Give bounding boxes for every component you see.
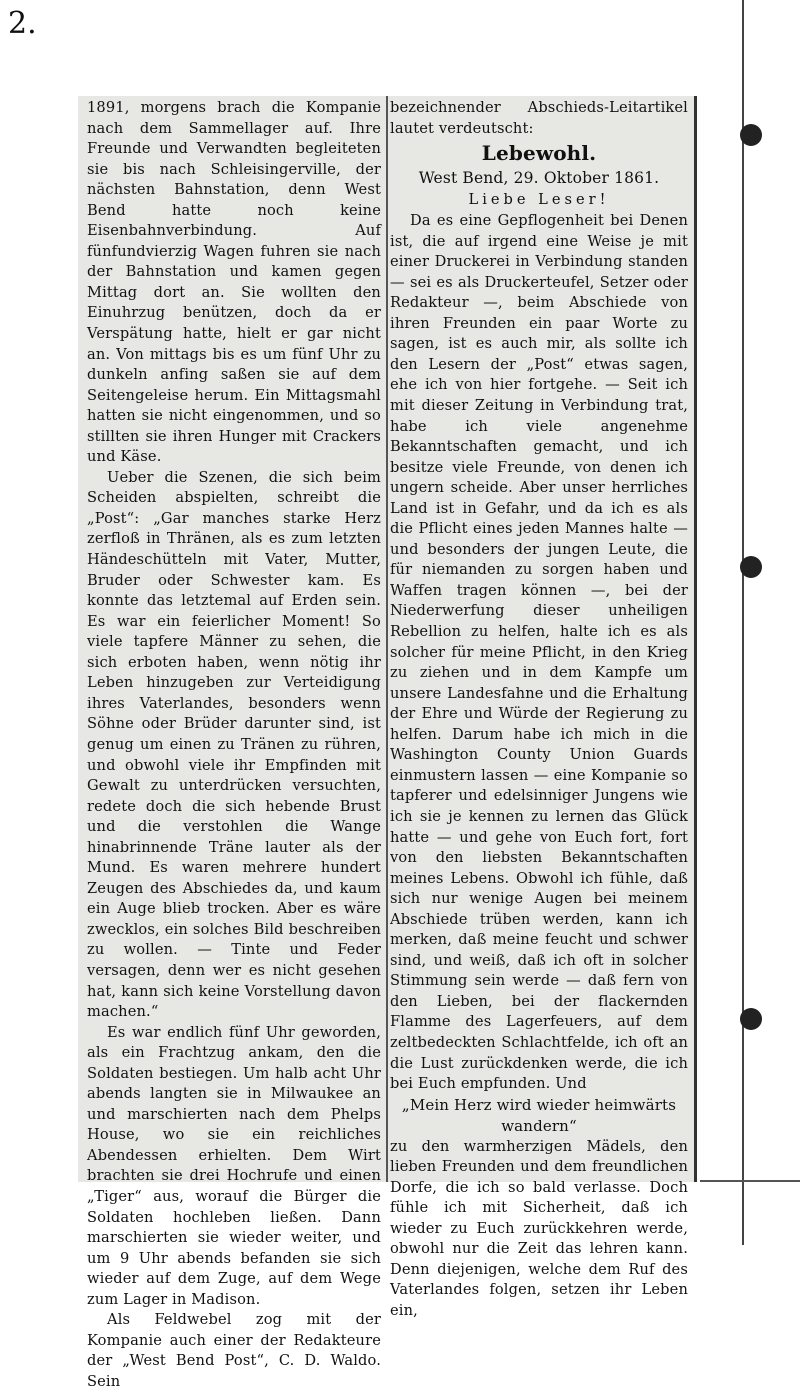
binder-hole-icon xyxy=(740,124,762,146)
left-column xyxy=(87,98,381,1392)
editorial-salutation: Liebe Leser! xyxy=(468,191,610,209)
editorial-dateline: West Bend, 29. Oktober 1861. xyxy=(418,169,660,188)
newspaper-clipping xyxy=(78,96,697,1390)
binder-hole-icon xyxy=(740,1008,762,1030)
paragraph-1: 1891, morgens brach die Kompanie nach dem Sammellager auf. Ihre Freunde und Verwandten begleiteten sie bis nach Schleisingerville, der nächsten Bahnstation, denn West Bend hatte noch keine Eisenbahnverbindung. Auf fünfundvierzig Wagen fuhren sie nach der Bahnstation und kamen gegen Mittag dort an. Sie wollten den Einuhrzug benützen, doch da er Verspätung hatte, hielt er gar nicht an. Von mittags bis es um fünf Uhr zu dunkeln anfing saßen sie auf dem Seitengeleise herum. Ein Mittagsmahl hatten sie nicht eingenommen, und so stillten sie ihren Hunger mit Crackers und Käse. xyxy=(87,99,381,466)
page-edge-rule xyxy=(742,0,744,1245)
page-corner-rule xyxy=(700,1180,800,1182)
paragraph-3: Es war endlich fünf Uhr geworden, als ein Frachtzug ankam, den die Soldaten bestiegen. Um halb acht Uhr abends langten sie in Milwaukee an und marschierten nach dem Phelps House, wo sie ein reichliches Abendessen erhielten. Dem Wirt brachten sie drei Hochrufe und einen „Tiger“ aus, worauf die Bürger die Soldaten hochleben ließen. Dann marschierten sie wieder weiter, und um 9 Uhr abends befanden sie sich wieder auf dem Zuge, auf dem Wege zum Lager in Madison. xyxy=(87,1023,381,1308)
editorial-intro: bezeichnender Abschieds-Leitartikel lautet verdeutscht: xyxy=(390,99,688,137)
paragraph-4: Als Feldwebel zog mit der Kompanie auch einer der Redakteure der „West Bend Post“, C. D. Waldo. Sein xyxy=(87,1311,381,1390)
editorial-headline: Lebewohl. xyxy=(481,141,597,166)
page-number: 2. xyxy=(8,6,37,41)
paragraph-2: Ueber die Szenen, die sich beim Scheiden abspielten, schreibt die „Post“: „Gar manches starke Herz zerfloß in Thränen, als es zum letzten Händeschütteln mit Vater, Mutter, Bruder oder Schwester kam. Es konnte das letztemal auf Erden sein. Es war ein feierlicher Moment! So viele tapfere Männer zu sehen, die sich erboten haben, wenn nötig ihr Leben hinzugeben zur Verteidigung ihres Vaterlandes, besonders wenn Söhne oder Brüder darunter sind, ist genug um einen zu Tränen zu rühren, und obwohl viele ihr Empfinden mit Gewalt zu unterdrücken versuchten, redete doch die sich hebende Brust und die verstohlen die Wange hinabrinnende Träne lauter als der Mund. Es waren mehrere hundert Zeugen des Abschiedes da, und kaum ein Auge blieb trocken. Aber es wäre zwecklos, ein solches Bild beschreiben zu wollen. — Tinte und Feder versagen, denn wer es nicht gesehen hat, kann sich keine Vorstellung davon machen.“ xyxy=(87,468,381,1021)
binder-hole-icon xyxy=(740,556,762,578)
right-column xyxy=(390,98,688,1322)
column-divider xyxy=(386,96,388,1182)
editorial-closing: zu den warmherzigen Mädels, den lieben Freunden und dem freundlichen Dorfe, die ich so bald verlasse. Doch fühle ich mit Sicherheit, daß ich wieder zu Euch zurückkehren werde, obwohl nur die Zeit das lehren kann. Denn diejenigen, welche dem Ruf des Vaterlandes folgen, setzen ihr Leben ein, xyxy=(390,1137,688,1319)
editorial-body: Da es eine Gepflogenheit bei Denen ist, die auf irgend eine Weise je mit einer Druckerei in Verbindung standen — sei es als Druckerteufel, Setzer oder Redakteur —, beim Abschiede von ihren Freunden ein paar Worte zu sagen, ist es auch mir, als sollte ich den Lesern der „Post“ etwas sagen, ehe ich von hier fortgehe. — Seit ich mit dieser Zeitung in Verbindung trat, habe ich viele angenehme Bekanntschaften gemacht, und ich besitze viele Freunde, von denen ich ungern scheide. Aber unser herrliches Land ist in Gefahr, und da ich es als die Pflicht eines jeden Mannes halte — und besonders der jungen Leute, die für niemanden zu sorgen haben und Waffen tragen können —, bei der Niederwerfung dieser unheiligen Rebellion zu helfen, halte ich es als solcher für meine Pflicht, in den Krieg zu ziehen und in dem Kampfe um unsere Landesfahne und die Erhaltung der Ehre und Würde der Regierung zu helfen. Darum habe ich mich in die Washington County Union Guards einmustern lassen — eine Kompanie so tapferer und edelsinniger Jungens wie ich sie je kennen zu lernen das Glück hatte — und gehe von Euch fort, fort von den liebsten Bekanntschaften meines Lebens. Obwohl ich fühle, daß sich nur wenige Augen bei meinem Abschiede trüben werden, kann ich merken, daß meine feucht und schwer sind, und weiß, daß ich oft in solcher Stimmung sein werde — daß fern von den Lieben, bei der flackernden Flamme des Lagerfeuers, auf dem zeltbedeckten Schlachtfelde, ich oft an die Lust zurückdenken werde, die ich bei Euch empfunden. Und xyxy=(390,212,688,1093)
editorial-quote: „Mein Herz wird wieder heimwärts wandern“ xyxy=(401,1095,677,1135)
